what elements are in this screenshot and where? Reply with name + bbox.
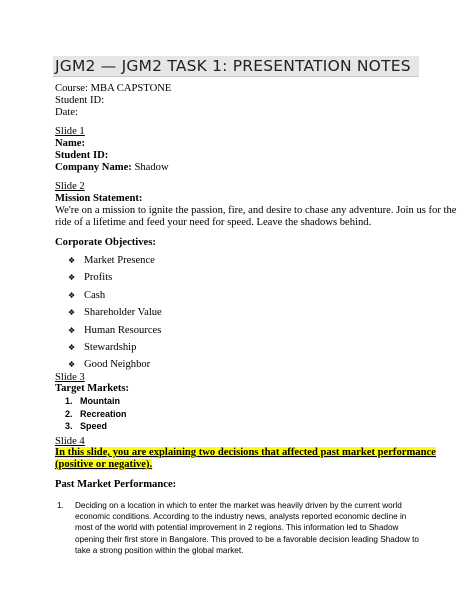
objective-item: Shareholder Value: [84, 307, 162, 318]
performance-text-line: opening their first store in Bangalore. This proved to be a favorable decision leading Shadow to: [75, 535, 419, 544]
mission-statement-label: Mission Statement:: [55, 193, 143, 204]
document-title: JGM2 — JGM2 TASK 1: PRESENTATION NOTES: [55, 57, 411, 75]
market-item: Recreation: [80, 409, 127, 419]
mission-statement-line-1: We're on a mission to ignite the passion, fire, and desire to chase any adventure. Join us for the: [55, 205, 457, 216]
date-line: Date:: [55, 107, 78, 118]
target-markets-label: Target Markets:: [55, 383, 130, 394]
slide1-student-id-label: Student ID:: [55, 150, 109, 161]
past-market-performance-label: Past Market Performance:: [55, 479, 177, 490]
objective-bullet-icon: ❖: [68, 273, 76, 282]
slide4-heading: Slide 4: [55, 436, 85, 447]
slide3-heading: Slide 3: [55, 372, 85, 383]
company-name-label: Company Name:: [55, 162, 132, 173]
performance-text-line: most of the world with potential improvement in 2 regions. This information led to Shadow: [75, 523, 399, 532]
market-item: Mountain: [80, 396, 120, 406]
objective-bullet-icon: ❖: [68, 256, 76, 265]
objective-item: Human Resources: [84, 325, 162, 336]
performance-text-line: take a strong position within the global market.: [75, 546, 244, 555]
slide1-company-line: [55, 162, 169, 174]
student-id-line: Student ID:: [55, 95, 105, 106]
market-number: 1.: [65, 396, 73, 406]
objective-bullet-icon: ❖: [68, 326, 76, 335]
performance-item-number: 1.: [57, 501, 64, 510]
objective-item: Stewardship: [84, 342, 137, 353]
performance-text-line: Deciding on a location in which to enter the market was heavily driven by the current world: [75, 501, 402, 510]
slide1-heading: Slide 1: [55, 126, 85, 137]
slide2-heading: Slide 2: [55, 181, 85, 192]
slide4-instruction-line-1: In this slide, you are explaining two decisions that affected past market performance: [55, 447, 436, 458]
objective-bullet-icon: ❖: [68, 360, 76, 369]
corporate-objectives-label: Corporate Objectives:: [55, 237, 156, 248]
objective-item: Cash: [84, 290, 106, 301]
objective-bullet-icon: ❖: [68, 308, 76, 317]
course-line: Course: MBA CAPSTONE: [55, 83, 172, 94]
performance-text-line: economic conditions. According to the industry news, analysts reported economic decline in: [75, 512, 407, 521]
objective-item: Good Neighbor: [84, 359, 151, 370]
objective-item: Market Presence: [84, 255, 155, 266]
market-number: 2.: [65, 409, 73, 419]
slide1-name-label: Name:: [55, 138, 86, 149]
slide4-instruction-line-2: (positive or negative).: [55, 459, 153, 470]
market-number: 3.: [65, 421, 73, 431]
company-name-value: Shadow: [134, 162, 169, 173]
objective-bullet-icon: ❖: [68, 343, 76, 352]
mission-statement-line-2: ride of a lifetime and feed your need for speed. Leave the shadows behind.: [55, 217, 372, 228]
market-item: Speed: [80, 421, 108, 431]
objective-item: Profits: [84, 272, 113, 283]
objective-bullet-icon: ❖: [68, 291, 76, 300]
